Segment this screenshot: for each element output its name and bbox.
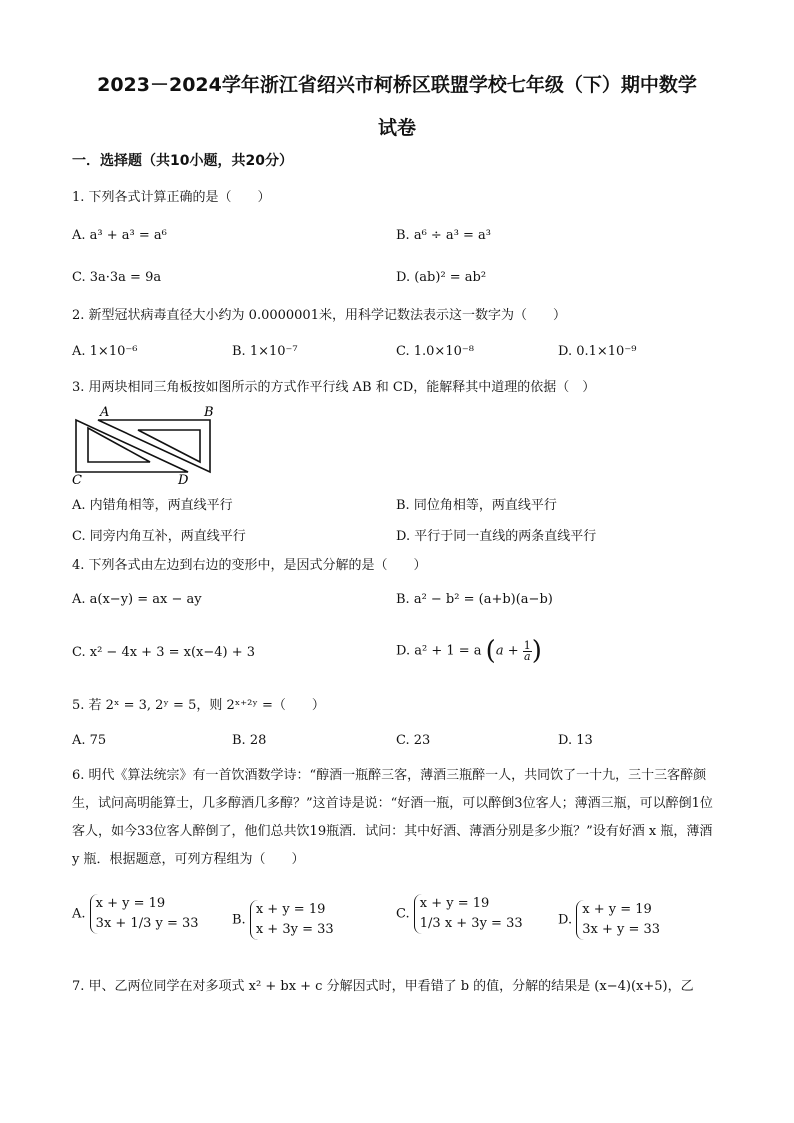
- page-title-line2: 试卷: [377, 117, 416, 139]
- q2-option-b: B. 1×10⁻⁷: [232, 344, 298, 359]
- figure-label-b: B: [204, 405, 214, 420]
- q6-option-d: D. x + y = 19 3x + y = 33: [558, 900, 660, 940]
- question-6-stem: 6. 明代《算法统宗》有一首饮酒数学诗：“醇酒一瓶醉三客，薄酒三瓶醉一人，共同饮了一十九，三十三客醉颜生，试问高明能算士，几多醇酒几多醇？”这首诗是说：“好酒一瓶，可以醉倒3位客人；薄酒三瓶，可以醉倒1位客人，如今33位客人醉倒了，他们总共饮19瓶酒．试问：其中好酒、薄酒分别是多少瓶？”设有好酒 x 瓶，薄酒 y 瓶．根据题意，可列方程组为（ ）: [72, 768, 713, 867]
- equation-system-c: x + y = 19 1/3 x + 3y = 33: [414, 894, 523, 934]
- triangle-ruler-figure: [70, 402, 220, 486]
- q2-option-a: A. 1×10⁻⁶: [72, 344, 138, 359]
- question-4-stem: 4. 下列各式由左边到右边的变形中，是因式分解的是（ ）: [72, 558, 427, 573]
- q5-option-a: A. 75: [72, 733, 107, 748]
- question-5-stem: 5. 若 2ˣ = 3, 2ʸ = 5，则 2ˣ⁺²ʸ =（ ）: [72, 698, 325, 713]
- page-title: 2023－2024学年浙江省绍兴市柯桥区联盟学校七年级（下）期中数学: [97, 74, 697, 96]
- q3-option-a: A. 内错角相等，两直线平行: [72, 498, 233, 513]
- q1-option-b: B. a⁶ ÷ a³ = a³: [396, 228, 492, 243]
- question-7-stem: 7. 甲、乙两位同学在对多项式 x² + bx + c 分解因式时，甲看错了 b 的值，分解的结果是 (x−4)(x+5)，乙: [72, 979, 694, 994]
- q5-option-b: B. 28: [232, 733, 267, 748]
- q4-option-d: D. a² + 1 = a (a + $\frac{1}{a}$): [396, 636, 542, 666]
- figure-label-c: C: [72, 473, 82, 486]
- q1-option-a: A. a³ + a³ = a⁶: [72, 228, 167, 243]
- q5-option-c: C. 23: [396, 733, 431, 748]
- section-heading: 一．选择题（共10小题，共20分）: [72, 153, 293, 169]
- q5-option-d: D. 13: [558, 733, 593, 748]
- figure-label-d: D: [178, 473, 189, 486]
- q4-option-c: C. x² − 4x + 3 = x(x−4) + 3: [72, 645, 256, 660]
- q1-option-c: C. 3a·3a = 9a: [72, 270, 162, 285]
- q6-option-a: A. x + y = 19 3x + 1/3 y = 33: [72, 894, 199, 934]
- equation-system-b: x + y = 19 x + 3y = 33: [250, 900, 334, 940]
- q3-option-d: D. 平行于同一直线的两条直线平行: [396, 529, 597, 544]
- q2-option-d: D. 0.1×10⁻⁹: [558, 344, 637, 359]
- question-2-stem: 2. 新型冠状病毒直径大小约为 0.0000001米，用科学记数法表示这一数字为（ ）: [72, 308, 566, 323]
- q2-option-c: C. 1.0×10⁻⁸: [396, 344, 474, 359]
- q6-option-b: B. x + y = 19 x + 3y = 33: [232, 900, 334, 940]
- q6-option-c: C. x + y = 19 1/3 x + 3y = 33: [396, 894, 523, 934]
- q4-option-a: A. a(x−y) = ax − ay: [72, 592, 202, 607]
- q1-option-d: D. (ab)² = ab²: [396, 270, 487, 285]
- q3-option-b: B. 同位角相等，两直线平行: [396, 498, 557, 513]
- question-3-stem: 3. 用两块相同三角板按如图所示的方式作平行线 AB 和 CD，能解释其中道理的依据（ ）: [72, 380, 596, 395]
- figure-label-a: A: [100, 405, 110, 420]
- equation-system-d: x + y = 19 3x + y = 33: [576, 900, 660, 940]
- equation-system-a: x + y = 19 3x + 1/3 y = 33: [90, 894, 199, 934]
- q3-option-c: C. 同旁内角互补，两直线平行: [72, 529, 246, 544]
- question-1-stem: 1. 下列各式计算正确的是（ ）: [72, 190, 271, 205]
- q4-option-b: B. a² − b² = (a+b)(a−b): [396, 592, 553, 607]
